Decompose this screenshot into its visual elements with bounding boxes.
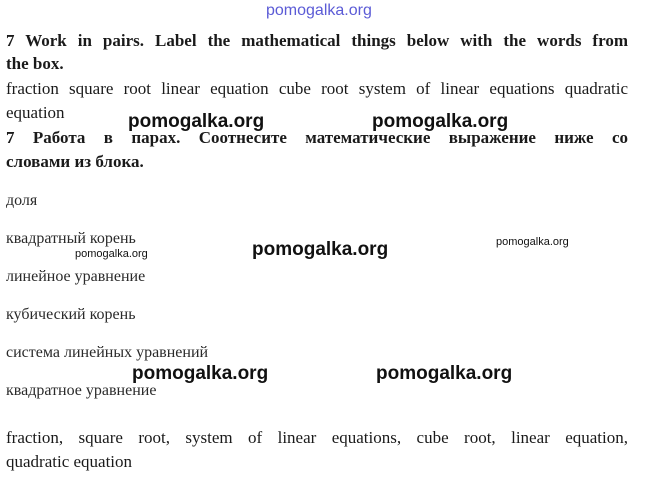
watermark-large: pomogalka.org (376, 363, 513, 384)
watermark-small: pomogalka.org (75, 248, 148, 260)
answer-line-1: fraction, square root, system of linear equations, cube root, linear equation, (6, 428, 628, 447)
term-ru-fraction: доля (6, 192, 38, 209)
task-ru-line-1: 7 Работа в парах. Соотнесите математические выражение ниже со (6, 128, 628, 147)
word-box-line-2: equation (6, 103, 65, 122)
term-ru-quadratic-equation: квадратное уравнение (6, 382, 157, 399)
term-ru-square-root: квадратный корень (6, 230, 136, 247)
watermark-large: pomogalka.org (128, 111, 265, 132)
term-ru-linear-equation: линейное уравнение (6, 268, 146, 285)
watermark-small: pomogalka.org (496, 236, 569, 248)
term-ru-cube-root: кубический корень (6, 306, 136, 323)
task-ru-line-2: словами из блока. (6, 152, 144, 171)
term-ru-system-of-linear-equations: система линейных уравнений (6, 344, 209, 361)
watermark-top[interactable]: pomogalka.org (266, 2, 372, 19)
watermark-large: pomogalka.org (252, 239, 389, 260)
word-box-line-1: fraction square root linear equation cube root system of linear equations quadratic (6, 79, 628, 98)
task-en-line-2: the box. (6, 54, 64, 73)
answer-line-2: quadratic equation (6, 452, 133, 471)
task-en-line-1: 7 Work in pairs. Label the mathematical things below with the words from (6, 31, 628, 50)
watermark-large: pomogalka.org (132, 363, 269, 384)
watermark-large: pomogalka.org (372, 111, 509, 132)
